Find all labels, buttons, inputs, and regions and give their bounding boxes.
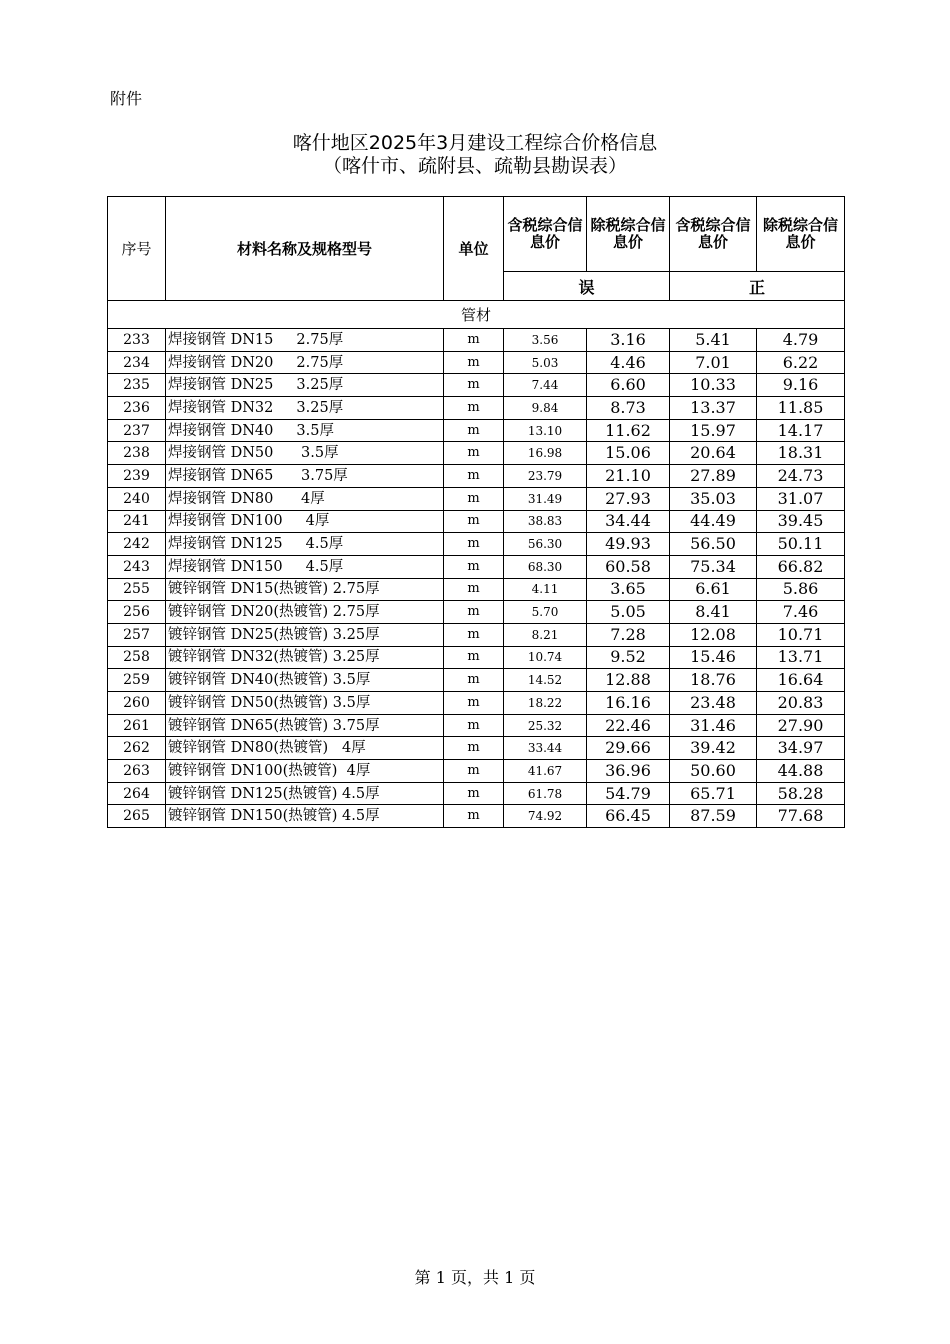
cell-unit: m xyxy=(444,510,504,533)
cell-seq: 262 xyxy=(108,737,166,760)
table-row xyxy=(108,555,845,578)
cell-tax-inclusive-correct: 7.01 xyxy=(670,351,757,374)
table-row xyxy=(108,737,845,760)
cell-tax-exclusive-correct: 50.11 xyxy=(757,533,845,556)
cell-name: 焊接钢管 DN150 4.5厚 xyxy=(166,555,444,578)
cell-tax-inclusive-wrong: 16.98 xyxy=(504,442,587,465)
cell-tax-exclusive-correct: 77.68 xyxy=(757,805,845,828)
cell-unit: m xyxy=(444,419,504,442)
cell-unit: m xyxy=(444,442,504,465)
cell-tax-inclusive-correct: 75.34 xyxy=(670,555,757,578)
cell-name: 焊接钢管 DN25 3.25厚 xyxy=(166,374,444,397)
cell-unit: m xyxy=(444,805,504,828)
header-tax-exclusive-correct: 除税综合信息价 xyxy=(757,197,845,272)
cell-tax-exclusive-wrong: 60.58 xyxy=(587,555,670,578)
cell-tax-exclusive-correct: 13.71 xyxy=(757,646,845,669)
cell-tax-exclusive-wrong: 49.93 xyxy=(587,533,670,556)
cell-name: 镀锌钢管 DN32(热镀管) 3.25厚 xyxy=(166,646,444,669)
cell-tax-inclusive-wrong: 68.30 xyxy=(504,555,587,578)
cell-tax-exclusive-wrong: 12.88 xyxy=(587,669,670,692)
header-tax-inclusive-correct: 含税综合信息价 xyxy=(670,197,757,272)
cell-name: 镀锌钢管 DN150(热镀管) 4.5厚 xyxy=(166,805,444,828)
cell-tax-exclusive-correct: 6.22 xyxy=(757,351,845,374)
cell-tax-inclusive-wrong: 13.10 xyxy=(504,419,587,442)
cell-name: 镀锌钢管 DN40(热镀管) 3.5厚 xyxy=(166,669,444,692)
cell-tax-inclusive-correct: 15.97 xyxy=(670,419,757,442)
cell-seq: 237 xyxy=(108,419,166,442)
cell-tax-inclusive-wrong: 33.44 xyxy=(504,737,587,760)
cell-tax-exclusive-correct: 31.07 xyxy=(757,487,845,510)
cell-seq: 259 xyxy=(108,669,166,692)
cell-tax-inclusive-correct: 31.46 xyxy=(670,714,757,737)
cell-unit: m xyxy=(444,714,504,737)
cell-unit: m xyxy=(444,692,504,715)
cell-tax-inclusive-wrong: 4.11 xyxy=(504,578,587,601)
cell-tax-exclusive-correct: 14.17 xyxy=(757,419,845,442)
cell-seq: 255 xyxy=(108,578,166,601)
cell-tax-inclusive-correct: 13.37 xyxy=(670,397,757,420)
cell-name: 镀锌钢管 DN50(热镀管) 3.5厚 xyxy=(166,692,444,715)
cell-name: 镀锌钢管 DN15(热镀管) 2.75厚 xyxy=(166,578,444,601)
cell-seq: 241 xyxy=(108,510,166,533)
cell-tax-exclusive-correct: 34.97 xyxy=(757,737,845,760)
table-row xyxy=(108,442,845,465)
cell-unit: m xyxy=(444,578,504,601)
cell-tax-exclusive-wrong: 15.06 xyxy=(587,442,670,465)
price-table xyxy=(107,196,845,828)
cell-tax-inclusive-correct: 20.64 xyxy=(670,442,757,465)
cell-tax-exclusive-wrong: 9.52 xyxy=(587,646,670,669)
cell-name: 镀锌钢管 DN100(热镀管) 4厚 xyxy=(166,760,444,783)
cell-name: 镀锌钢管 DN25(热镀管) 3.25厚 xyxy=(166,623,444,646)
cell-tax-exclusive-wrong: 34.44 xyxy=(587,510,670,533)
table-row xyxy=(108,419,845,442)
cell-tax-exclusive-correct: 5.86 xyxy=(757,578,845,601)
table-row xyxy=(108,601,845,624)
cell-tax-inclusive-wrong: 23.79 xyxy=(504,465,587,488)
cell-tax-inclusive-correct: 35.03 xyxy=(670,487,757,510)
table-row xyxy=(108,510,845,533)
cell-tax-exclusive-wrong: 11.62 xyxy=(587,419,670,442)
cell-unit: m xyxy=(444,397,504,420)
cell-seq: 265 xyxy=(108,805,166,828)
cell-unit: m xyxy=(444,487,504,510)
cell-seq: 234 xyxy=(108,351,166,374)
cell-tax-exclusive-wrong: 5.05 xyxy=(587,601,670,624)
cell-name: 镀锌钢管 DN20(热镀管) 2.75厚 xyxy=(166,601,444,624)
cell-name: 焊接钢管 DN80 4厚 xyxy=(166,487,444,510)
table-row xyxy=(108,760,845,783)
header-correct: 正 xyxy=(670,272,845,301)
cell-tax-inclusive-wrong: 41.67 xyxy=(504,760,587,783)
cell-unit: m xyxy=(444,646,504,669)
cell-name: 镀锌钢管 DN125(热镀管) 4.5厚 xyxy=(166,782,444,805)
table-row xyxy=(108,578,845,601)
cell-tax-exclusive-wrong: 21.10 xyxy=(587,465,670,488)
cell-unit: m xyxy=(444,737,504,760)
cell-tax-inclusive-wrong: 7.44 xyxy=(504,374,587,397)
cell-seq: 236 xyxy=(108,397,166,420)
cell-tax-inclusive-wrong: 3.56 xyxy=(504,329,587,352)
cell-tax-exclusive-wrong: 7.28 xyxy=(587,623,670,646)
cell-name: 焊接钢管 DN50 3.5厚 xyxy=(166,442,444,465)
cell-name: 镀锌钢管 DN65(热镀管) 3.75厚 xyxy=(166,714,444,737)
cell-tax-exclusive-wrong: 36.96 xyxy=(587,760,670,783)
cell-tax-exclusive-wrong: 27.93 xyxy=(587,487,670,510)
cell-name: 焊接钢管 DN100 4厚 xyxy=(166,510,444,533)
cell-unit: m xyxy=(444,465,504,488)
cell-tax-inclusive-correct: 18.76 xyxy=(670,669,757,692)
header-tax-inclusive-wrong: 含税综合信息价 xyxy=(504,197,587,272)
table-row xyxy=(108,397,845,420)
table-row xyxy=(108,487,845,510)
cell-name: 焊接钢管 DN15 2.75厚 xyxy=(166,329,444,352)
cell-name: 焊接钢管 DN125 4.5厚 xyxy=(166,533,444,556)
cell-unit: m xyxy=(444,374,504,397)
table-row xyxy=(108,533,845,556)
cell-tax-inclusive-wrong: 56.30 xyxy=(504,533,587,556)
cell-unit: m xyxy=(444,555,504,578)
header-name: 材料名称及规格型号 xyxy=(166,197,444,301)
table-row xyxy=(108,805,845,828)
cell-unit: m xyxy=(444,760,504,783)
cell-name: 焊接钢管 DN20 2.75厚 xyxy=(166,351,444,374)
cell-unit: m xyxy=(444,351,504,374)
cell-unit: m xyxy=(444,782,504,805)
cell-tax-inclusive-correct: 15.46 xyxy=(670,646,757,669)
cell-seq: 258 xyxy=(108,646,166,669)
cell-tax-inclusive-wrong: 9.84 xyxy=(504,397,587,420)
cell-tax-exclusive-correct: 16.64 xyxy=(757,669,845,692)
cell-seq: 235 xyxy=(108,374,166,397)
cell-tax-inclusive-wrong: 18.22 xyxy=(504,692,587,715)
cell-tax-exclusive-correct: 4.79 xyxy=(757,329,845,352)
page-subtitle: （喀什市、疏附县、疏勒县勘误表） xyxy=(322,155,627,177)
cell-tax-exclusive-wrong: 29.66 xyxy=(587,737,670,760)
cell-tax-inclusive-correct: 44.49 xyxy=(670,510,757,533)
cell-tax-exclusive-correct: 7.46 xyxy=(757,601,845,624)
table-row xyxy=(108,714,845,737)
cell-tax-exclusive-correct: 18.31 xyxy=(757,442,845,465)
cell-unit: m xyxy=(444,601,504,624)
cell-unit: m xyxy=(444,533,504,556)
cell-unit: m xyxy=(444,329,504,352)
cell-tax-inclusive-correct: 50.60 xyxy=(670,760,757,783)
table-row xyxy=(108,646,845,669)
cell-name: 焊接钢管 DN32 3.25厚 xyxy=(166,397,444,420)
cell-tax-exclusive-correct: 9.16 xyxy=(757,374,845,397)
cell-name: 焊接钢管 DN65 3.75厚 xyxy=(166,465,444,488)
cell-tax-exclusive-correct: 58.28 xyxy=(757,782,845,805)
cell-tax-inclusive-wrong: 31.49 xyxy=(504,487,587,510)
cell-tax-inclusive-wrong: 10.74 xyxy=(504,646,587,669)
cell-tax-inclusive-correct: 10.33 xyxy=(670,374,757,397)
cell-tax-exclusive-correct: 44.88 xyxy=(757,760,845,783)
header-wrong: 误 xyxy=(504,272,670,301)
cell-tax-exclusive-wrong: 16.16 xyxy=(587,692,670,715)
cell-seq: 257 xyxy=(108,623,166,646)
table-row xyxy=(108,351,845,374)
cell-tax-inclusive-wrong: 8.21 xyxy=(504,623,587,646)
page-title: 喀什地区2025年3月建设工程综合价格信息 xyxy=(292,132,658,154)
cell-seq: 243 xyxy=(108,555,166,578)
cell-tax-exclusive-correct: 24.73 xyxy=(757,465,845,488)
header-seq: 序号 xyxy=(108,197,166,301)
header-tax-exclusive-wrong: 除税综合信息价 xyxy=(587,197,670,272)
cell-tax-inclusive-wrong: 5.70 xyxy=(504,601,587,624)
cell-seq: 238 xyxy=(108,442,166,465)
cell-unit: m xyxy=(444,669,504,692)
cell-seq: 263 xyxy=(108,760,166,783)
category-row: 管材 xyxy=(108,301,845,329)
cell-tax-inclusive-correct: 12.08 xyxy=(670,623,757,646)
cell-seq: 260 xyxy=(108,692,166,715)
cell-tax-inclusive-correct: 65.71 xyxy=(670,782,757,805)
page-footer: 第 1 页，共 1 页 xyxy=(414,1268,536,1287)
attachment-label: 附件 xyxy=(110,89,143,108)
table-row xyxy=(108,692,845,715)
cell-tax-exclusive-wrong: 3.16 xyxy=(587,329,670,352)
cell-seq: 264 xyxy=(108,782,166,805)
cell-tax-inclusive-correct: 23.48 xyxy=(670,692,757,715)
cell-tax-exclusive-wrong: 22.46 xyxy=(587,714,670,737)
cell-seq: 261 xyxy=(108,714,166,737)
cell-tax-exclusive-wrong: 66.45 xyxy=(587,805,670,828)
cell-tax-exclusive-wrong: 6.60 xyxy=(587,374,670,397)
cell-tax-inclusive-wrong: 38.83 xyxy=(504,510,587,533)
cell-tax-inclusive-wrong: 25.32 xyxy=(504,714,587,737)
cell-tax-exclusive-correct: 10.71 xyxy=(757,623,845,646)
cell-tax-exclusive-correct: 11.85 xyxy=(757,397,845,420)
cell-tax-exclusive-correct: 27.90 xyxy=(757,714,845,737)
cell-tax-exclusive-correct: 66.82 xyxy=(757,555,845,578)
cell-name: 焊接钢管 DN40 3.5厚 xyxy=(166,419,444,442)
cell-tax-inclusive-correct: 6.61 xyxy=(670,578,757,601)
cell-tax-exclusive-correct: 39.45 xyxy=(757,510,845,533)
cell-tax-inclusive-wrong: 61.78 xyxy=(504,782,587,805)
table-row xyxy=(108,374,845,397)
cell-tax-inclusive-correct: 87.59 xyxy=(670,805,757,828)
cell-tax-inclusive-correct: 39.42 xyxy=(670,737,757,760)
cell-seq: 256 xyxy=(108,601,166,624)
table-row xyxy=(108,782,845,805)
cell-tax-inclusive-wrong: 74.92 xyxy=(504,805,587,828)
table-row xyxy=(108,329,845,352)
cell-tax-exclusive-wrong: 3.65 xyxy=(587,578,670,601)
cell-seq: 242 xyxy=(108,533,166,556)
table-row xyxy=(108,669,845,692)
table-row xyxy=(108,465,845,488)
cell-tax-inclusive-correct: 56.50 xyxy=(670,533,757,556)
cell-seq: 239 xyxy=(108,465,166,488)
cell-seq: 233 xyxy=(108,329,166,352)
cell-tax-inclusive-correct: 8.41 xyxy=(670,601,757,624)
cell-tax-exclusive-wrong: 4.46 xyxy=(587,351,670,374)
cell-name: 镀锌钢管 DN80(热镀管) 4厚 xyxy=(166,737,444,760)
cell-unit: m xyxy=(444,623,504,646)
cell-tax-inclusive-wrong: 5.03 xyxy=(504,351,587,374)
cell-tax-inclusive-wrong: 14.52 xyxy=(504,669,587,692)
header-unit: 单位 xyxy=(444,197,504,301)
cell-tax-inclusive-correct: 5.41 xyxy=(670,329,757,352)
cell-tax-inclusive-correct: 27.89 xyxy=(670,465,757,488)
cell-tax-exclusive-wrong: 8.73 xyxy=(587,397,670,420)
cell-tax-exclusive-correct: 20.83 xyxy=(757,692,845,715)
cell-tax-exclusive-wrong: 54.79 xyxy=(587,782,670,805)
table-row xyxy=(108,623,845,646)
cell-seq: 240 xyxy=(108,487,166,510)
